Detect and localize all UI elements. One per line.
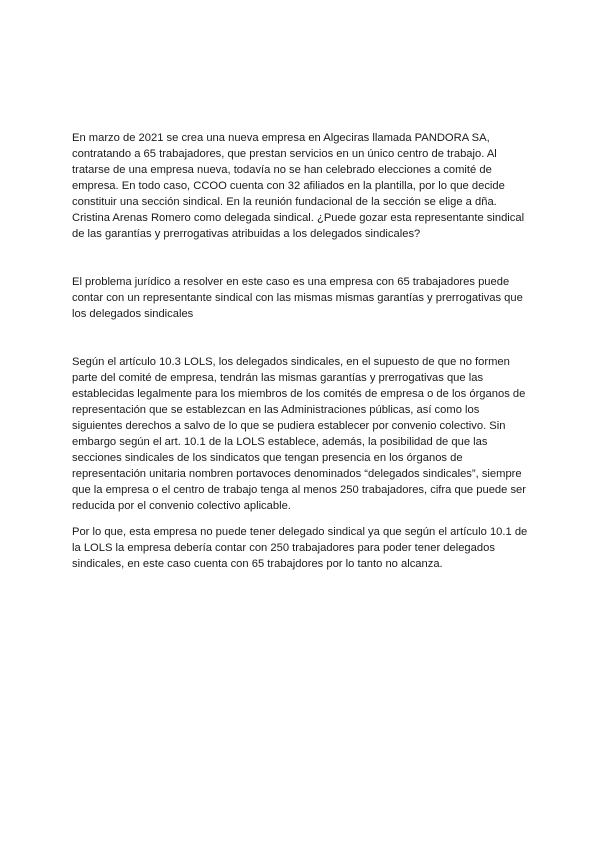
text-line: reducida por el convenio colectivo aplicable. <box>72 500 291 512</box>
text-line: representación unitaria nombren portavoces denominados “delegados sindicales”, siempre <box>72 468 522 480</box>
text-line: En marzo de 2021 se crea una nueva empresa en Algeciras llamada PANDORA SA, <box>72 132 490 144</box>
text-line: secciones sindicales de los sindicatos que tengan presencia en los órganos de <box>72 452 463 464</box>
text-line: parte del comité de empresa, tendrán las mismas garantías y prerrogativas que las <box>72 372 484 384</box>
paragraph-case-statement <box>72 130 534 242</box>
text-line: contratando a 65 trabajadores, que prestan servicios en un único centro de trabajo. Al <box>72 148 497 160</box>
paragraph-legal-problem <box>72 274 534 322</box>
text-line: representación que se establezcan en las Administraciones públicas, así como los <box>72 404 480 416</box>
text-line: sindicales, en este caso cuenta con 65 trabajdores por lo tanto no alcanza. <box>72 558 443 570</box>
text-line: Según el artículo 10.3 LOLS, los delegados sindicales, en el supuesto de que no formen <box>72 356 510 368</box>
text-line: de las garantías y prerrogativas atribuidas a los delegados sindicales? <box>72 228 421 240</box>
text-line: Por lo que, esta empresa no puede tener delegado sindical ya que según el artículo 10.1 de <box>72 526 528 538</box>
text-line: tratarse de una empresa nueva, todavía no se han celebrado elecciones a comité de <box>72 164 492 176</box>
text-line: los delegados sindicales <box>72 308 194 320</box>
paragraph-conclusion <box>72 524 534 572</box>
text-line: establecidas legalmente para los miembros de los comités de empresa o de los órganos de <box>72 388 526 400</box>
text-line: empresa. En todo caso, CCOO cuenta con 32 afiliados en la plantilla, por lo que decide <box>72 180 505 192</box>
text-line: que la empresa o el centro de trabajo tenga al menos 250 trabajadores, cifra que puede ser <box>72 484 527 496</box>
text-line: Cristina Arenas Romero como delegada sindical. ¿Puede gozar esta representante sindical <box>72 212 525 224</box>
paragraph-legal-analysis <box>72 354 534 514</box>
text-line: siguientes derechos a salvo de lo que se pudiera establecer por convenio colectivo. Sin <box>72 420 506 432</box>
text-line: constituir una sección sindical. En la reunión fundacional de la sección se elige a dña. <box>72 196 497 208</box>
text-line: El problema jurídico a resolver en este caso es una empresa con 65 trabajadores puede <box>72 276 510 288</box>
text-line: la LOLS la empresa debería contar con 250 trabajadores para poder tener delegados <box>72 542 495 554</box>
text-line: embargo según el art. 10.1 de la LOLS establece, además, la posibilidad de que las <box>72 436 488 448</box>
text-line: contar con un representante sindical con las mismas mismas garantías y prerrogativas que <box>72 292 523 304</box>
